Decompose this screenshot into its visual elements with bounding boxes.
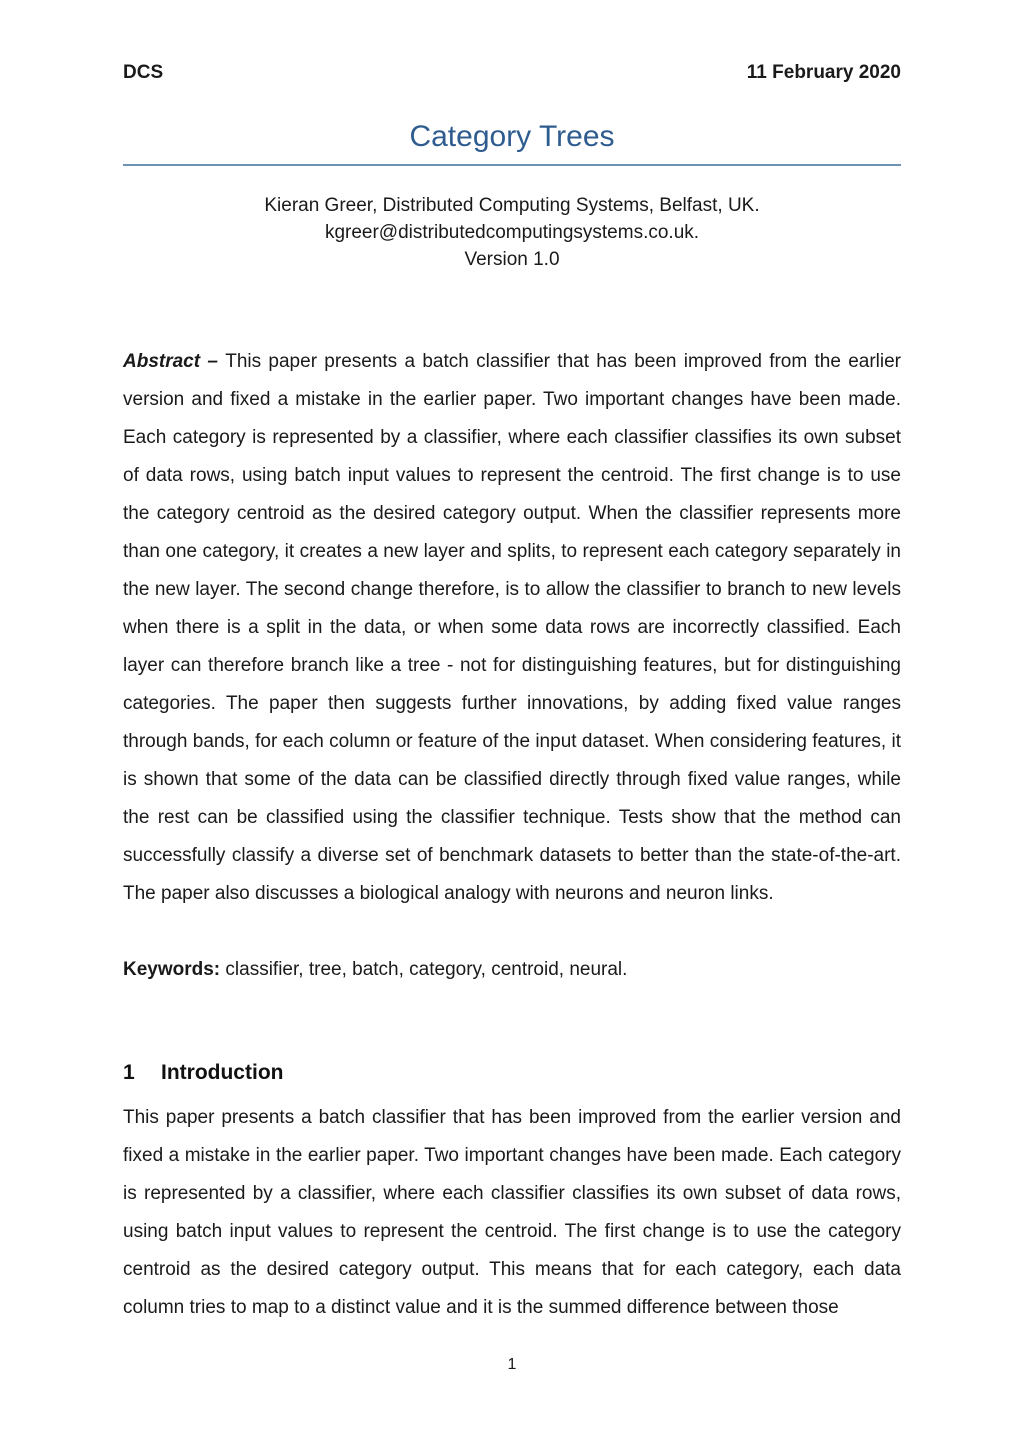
author-block [123,192,901,273]
running-header [123,62,901,84]
section-number: 1 [123,1061,135,1084]
abstract-label: Abstract – [123,351,226,372]
introduction-paragraph: This paper presents a batch classifier that has been improved from the earlier version and fixed a mistake in the earlier paper. Two important changes have been made. Each category is represented by a classifier, where each classifier classifies its own subset of data rows, using batch input values to represent the centroid. The first change is to use the category centroid as the desired category output. This means that for each category, each data column tries to map to a distinct value and it is the summed difference between those [123,1107,901,1318]
header-left-label: DCS [123,62,164,83]
keywords-text: classifier, tree, batch, category, centroid, neural. [220,959,628,980]
abstract-text: This paper presents a batch classifier that has been improved from the earlier version and fixed a mistake in the earlier paper. Two important changes have been made. Each category is represented by a classifier, where each classifier classifies its own subset of data rows, using batch input values to represent the centroid. The first change is to use the category centroid as the desired category output. When the classifier represents more than one category, it creates a new layer and splits, to represent each category separately in the new layer. The second change therefore, is to allow the classifier to branch to new levels when there is a split in the data, or when some data rows are incorrectly classified. Each layer can therefore branch like a tree - not for distinguishing features, but for distinguishing categories. The paper then suggests further innovations, by adding fixed value ranges through bands, for each column or feature of the input dataset. When considering features, it is shown that some of the data can be classified directly through fixed value ranges, while the rest can be classified using the classifier technique. Tests show that the method can successfully classify a diverse set of benchmark datasets to better than the state-of-the-art. The paper also discusses a biological analogy with neurons and neuron links. [123,351,901,904]
header-date: 11 February 2020 [746,62,901,83]
abstract-paragraph [123,343,901,913]
section-title: Introduction [161,1061,284,1084]
paper-title: Category Trees [123,120,901,166]
page-number: 1 [507,1356,517,1373]
author-email: kgreer@distributedcomputingsystems.co.uk. [324,222,700,243]
author-line: Kieran Greer, Distributed Computing Systems, Belfast, UK. [264,195,760,216]
keywords-label: Keywords: [123,959,221,980]
keywords-line [123,951,901,989]
section-heading-introduction [123,1061,901,1085]
version-line: Version 1.0 [464,249,560,270]
